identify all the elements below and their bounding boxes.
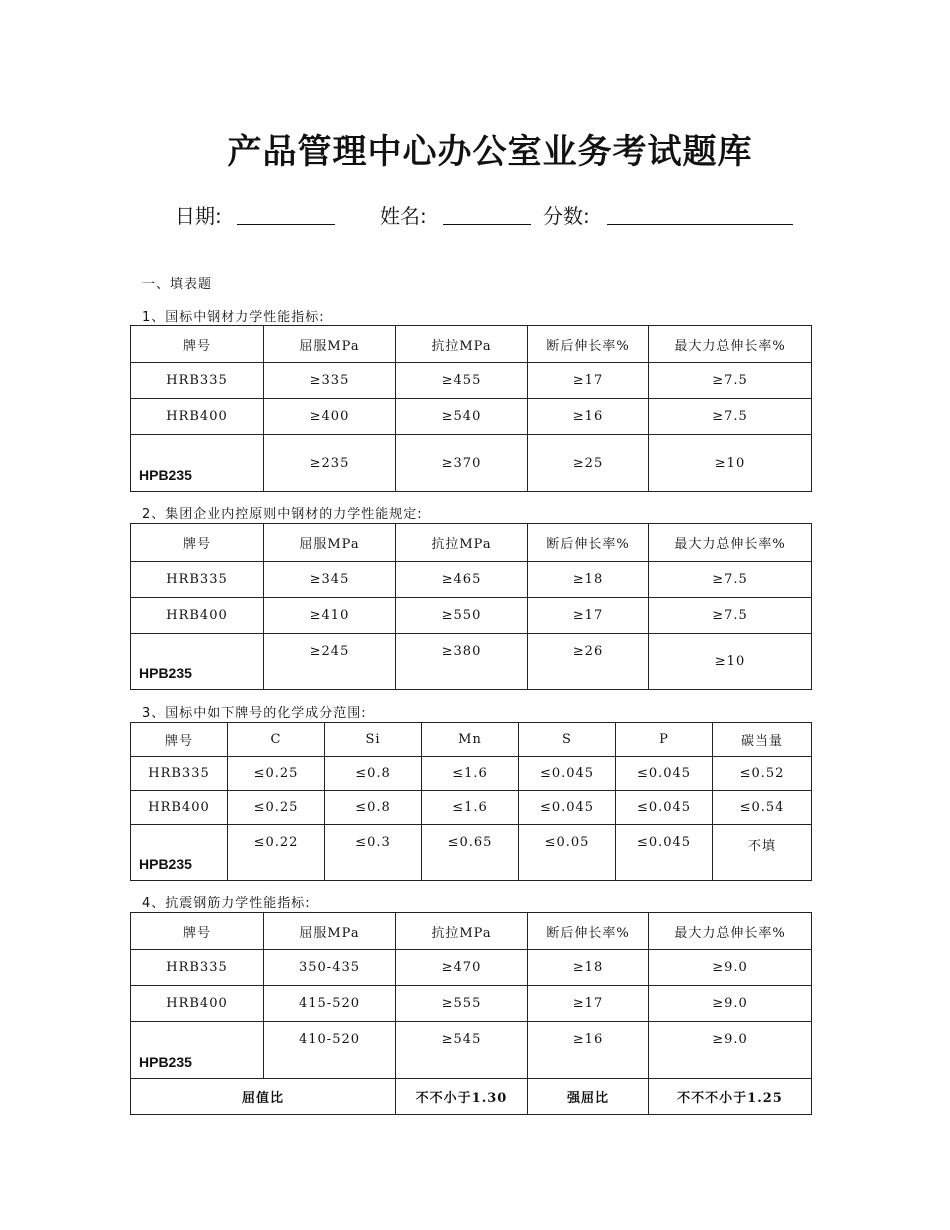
value-cell: ≥400 — [264, 399, 396, 435]
name-label: 姓名: — [380, 204, 427, 228]
value-cell: ≤0.25 — [228, 791, 325, 825]
value-cell: ≥26 — [528, 634, 649, 690]
grade-cell: HRB400 — [131, 598, 264, 634]
value-cell: ≥410 — [264, 598, 396, 634]
value-cell: ≤1.6 — [422, 757, 519, 791]
value-cell: ≤1.6 — [422, 791, 519, 825]
header-cell: 最大力总伸长率% — [649, 913, 812, 950]
value-cell: ≥380 — [396, 634, 528, 690]
value-cell: ≥10 — [649, 435, 812, 492]
date-blank[interactable] — [237, 224, 335, 225]
value-cell: ≤0.25 — [228, 757, 325, 791]
value-cell: ≥455 — [396, 363, 528, 399]
value-cell: ≤0.05 — [519, 825, 616, 881]
seismic-rebar-table — [130, 912, 812, 1115]
value-cell: ≥9.0 — [649, 986, 812, 1022]
yield-ratio-value: 不不小于1.30 — [396, 1079, 528, 1115]
value-cell: ≥235 — [264, 435, 396, 492]
value-cell: ≥7.5 — [649, 399, 812, 435]
value-cell: ≤0.045 — [519, 757, 616, 791]
table-1-caption: 1、国标中钢材力学性能指标: — [142, 310, 325, 325]
grade-cell: HRB400 — [131, 791, 228, 825]
value-cell: ≥550 — [396, 598, 528, 634]
value-cell: ≥9.0 — [649, 1022, 812, 1079]
value-cell: ≥7.5 — [649, 598, 812, 634]
value-cell: ≥370 — [396, 435, 528, 492]
header-cell: 牌号 — [131, 913, 264, 950]
header-cell: Si — [325, 723, 422, 757]
section-title: 一、填表题 — [142, 277, 213, 292]
name-blank[interactable] — [443, 224, 531, 225]
value-cell: ≤0.045 — [519, 791, 616, 825]
value-cell: ≥17 — [528, 363, 649, 399]
value-cell: ≥540 — [396, 399, 528, 435]
header-cell: 抗拉MPa — [396, 524, 528, 562]
value-cell: ≥470 — [396, 950, 528, 986]
grade-cell: HPB235 — [131, 435, 264, 492]
header-cell: P — [616, 723, 713, 757]
value-cell: ≤0.045 — [616, 825, 713, 881]
value-cell: ≥18 — [528, 562, 649, 598]
header-cell: 抗拉MPa — [396, 326, 528, 363]
date-label: 日期: — [175, 204, 222, 228]
grade-cell: HPB235 — [131, 634, 264, 690]
table-4-caption: 4、抗震钢筋力学性能指标: — [142, 896, 311, 911]
grade-cell: HRB400 — [131, 986, 264, 1022]
grade-cell: HRB335 — [131, 950, 264, 986]
header-cell: 碳当量 — [713, 723, 812, 757]
grade-cell: HPB235 — [131, 1022, 264, 1079]
value-cell: ≥17 — [528, 986, 649, 1022]
value-cell: ≥345 — [264, 562, 396, 598]
value-cell: ≥465 — [396, 562, 528, 598]
header-cell: 最大力总伸长率% — [649, 524, 812, 562]
mechanical-properties-table-1 — [130, 325, 812, 492]
header-cell: 屈服MPa — [264, 913, 396, 950]
value-cell: ≤0.8 — [325, 757, 422, 791]
table-3-caption: 3、国标中如下牌号的化学成分范围: — [142, 706, 367, 721]
value-cell: ≥7.5 — [649, 562, 812, 598]
value-cell: ≤0.22 — [228, 825, 325, 881]
header-cell: 屈服MPa — [264, 524, 396, 562]
value-cell: ≥18 — [528, 950, 649, 986]
strength-yield-ratio-label: 强屈比 — [528, 1079, 649, 1115]
value-cell: ≤0.045 — [616, 757, 713, 791]
header-cell: 牌号 — [131, 723, 228, 757]
strength-yield-ratio-value: 不不不小于1.25 — [649, 1079, 812, 1115]
value-cell: ≤0.65 — [422, 825, 519, 881]
value-cell: ≤0.54 — [713, 791, 812, 825]
header-cell: Mn — [422, 723, 519, 757]
value-cell: ≤0.52 — [713, 757, 812, 791]
value-cell: ≥545 — [396, 1022, 528, 1079]
grade-cell: HRB335 — [131, 363, 264, 399]
value-cell: ≥335 — [264, 363, 396, 399]
header-cell: 断后伸长率% — [528, 913, 649, 950]
header-cell: 屈服MPa — [264, 326, 396, 363]
header-cell: C — [228, 723, 325, 757]
value-cell: ≥16 — [528, 1022, 649, 1079]
value-cell: 350-435 — [264, 950, 396, 986]
header-cell: 抗拉MPa — [396, 913, 528, 950]
header-cell: 断后伸长率% — [528, 524, 649, 562]
value-cell: ≥17 — [528, 598, 649, 634]
grade-cell: HRB335 — [131, 562, 264, 598]
value-cell: ≤0.3 — [325, 825, 422, 881]
grade-cell: HRB400 — [131, 399, 264, 435]
yield-ratio-label: 屈值比 — [131, 1079, 396, 1115]
score-blank[interactable] — [607, 224, 793, 225]
header-cell: 牌号 — [131, 326, 264, 363]
grade-cell: HPB235 — [131, 825, 228, 881]
header-cell: 最大力总伸长率% — [649, 326, 812, 363]
mechanical-properties-table-2 — [130, 523, 812, 690]
header-cell: S — [519, 723, 616, 757]
page-title: 产品管理中心办公室业务考试题库 — [227, 132, 753, 172]
table-2-caption: 2、集团企业内控原则中钢材的力学性能规定: — [142, 507, 423, 522]
header-cell: 牌号 — [131, 524, 264, 562]
chemical-composition-table — [130, 722, 812, 881]
header-cell: 断后伸长率% — [528, 326, 649, 363]
value-cell: 410-520 — [264, 1022, 396, 1079]
grade-cell: HRB335 — [131, 757, 228, 791]
value-cell: ≤0.8 — [325, 791, 422, 825]
value-cell: 415-520 — [264, 986, 396, 1022]
value-cell: ≥16 — [528, 399, 649, 435]
value-cell: ≥555 — [396, 986, 528, 1022]
value-cell: ≥25 — [528, 435, 649, 492]
value-cell: ≥7.5 — [649, 363, 812, 399]
value-cell: ≥9.0 — [649, 950, 812, 986]
score-label: 分数: — [543, 204, 590, 228]
value-cell: 不填 — [713, 825, 812, 881]
value-cell: ≥10 — [649, 634, 812, 690]
value-cell: ≤0.045 — [616, 791, 713, 825]
value-cell: ≥245 — [264, 634, 396, 690]
